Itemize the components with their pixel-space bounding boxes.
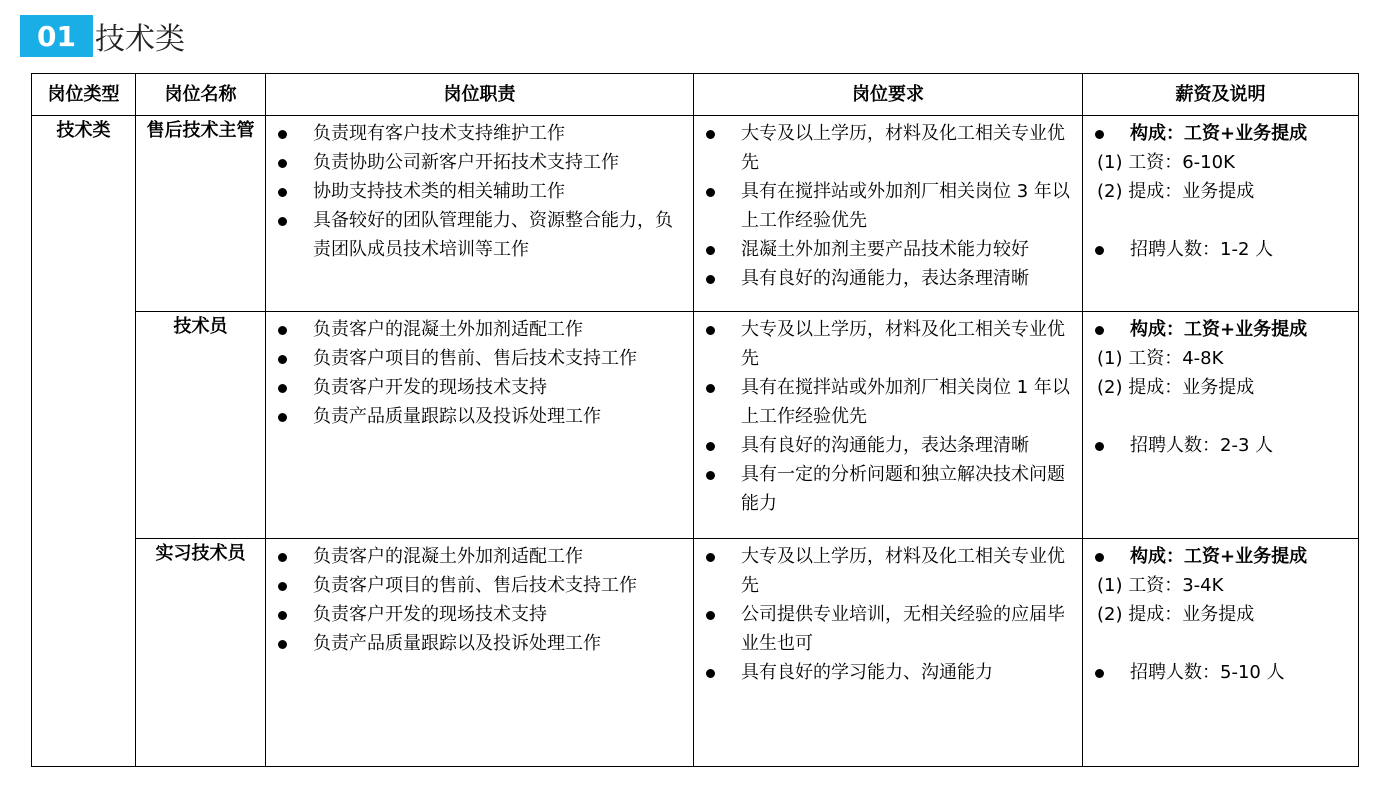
- bullet-icon: [278, 611, 287, 620]
- table-row: [32, 312, 1359, 539]
- requirements-list: [694, 312, 1082, 518]
- salary-structure-text: 构成：工资+业务提成: [1130, 546, 1308, 567]
- salary-headcount-text: 招聘人数：1-2 人: [1130, 239, 1274, 260]
- position-name: 技术员: [136, 312, 266, 539]
- list-item: [266, 402, 685, 431]
- salary-commission: (2) 提成：业务提成: [1097, 377, 1255, 398]
- list-item: [266, 119, 685, 148]
- bullet-icon: [706, 669, 715, 678]
- salary-structure: [1083, 119, 1350, 148]
- list-item-text: 负责客户开发的现场技术支持: [313, 377, 547, 398]
- bullet-icon: [706, 442, 715, 451]
- salary-structure: [1083, 542, 1350, 571]
- salary-headcount-text: 招聘人数：2-3 人: [1130, 435, 1274, 456]
- section-number: 01: [20, 15, 93, 57]
- list-item-text: 负责客户项目的售前、售后技术支持工作: [313, 575, 637, 596]
- list-item-text: 大专及以上学历，材料及化工相关专业优先: [741, 546, 1065, 596]
- salary-block: [1083, 312, 1358, 460]
- bullet-icon: [706, 326, 715, 335]
- bullet-icon: [706, 553, 715, 562]
- list-item: [694, 119, 1074, 177]
- table-row: [32, 539, 1359, 767]
- duties-list: [266, 116, 693, 264]
- salary-block: [1083, 539, 1358, 687]
- requirements-list: [694, 539, 1082, 687]
- list-item: [694, 460, 1074, 518]
- requirements-list: [694, 116, 1082, 293]
- list-item: [694, 264, 1074, 293]
- list-item-text: 负责产品质量跟踪以及投诉处理工作: [313, 633, 601, 654]
- duties-list: [266, 312, 693, 431]
- requirements-cell: [694, 312, 1083, 539]
- bullet-icon: [1095, 442, 1104, 451]
- header-salary: 薪资及说明: [1083, 74, 1359, 116]
- bullet-icon: [278, 413, 287, 422]
- list-item-text: 大专及以上学历，材料及化工相关专业优先: [741, 319, 1065, 369]
- duties-cell: [266, 312, 694, 539]
- header-requirements: 岗位要求: [694, 74, 1083, 116]
- duties-list: [266, 539, 693, 658]
- salary-cell: [1083, 539, 1359, 767]
- spacer: [1083, 402, 1350, 431]
- list-item: [266, 373, 685, 402]
- list-item: [694, 315, 1074, 373]
- requirements-cell: [694, 116, 1083, 312]
- bullet-icon: [1095, 669, 1104, 678]
- list-item: [694, 658, 1074, 687]
- bullet-icon: [278, 188, 287, 197]
- bullet-icon: [706, 611, 715, 620]
- bullet-icon: [706, 130, 715, 139]
- salary-wage: (1) 工资：6-10K: [1097, 152, 1235, 173]
- header-type: 岗位类型: [32, 74, 136, 116]
- salary-headcount-text: 招聘人数：5-10 人: [1130, 662, 1285, 683]
- list-item-text: 具有良好的沟通能力，表达条理清晰: [741, 268, 1029, 289]
- duties-cell: [266, 116, 694, 312]
- salary-structure-text: 构成：工资+业务提成: [1130, 319, 1308, 340]
- bullet-icon: [278, 640, 287, 649]
- list-item-text: 负责协助公司新客户开拓技术支持工作: [313, 152, 619, 173]
- list-item-text: 具备较好的团队管理能力、资源整合能力，负责团队成员技术培训等工作: [313, 210, 673, 260]
- list-item: [694, 235, 1074, 264]
- bullet-icon: [278, 217, 287, 226]
- list-item-text: 负责客户开发的现场技术支持: [313, 604, 547, 625]
- salary-cell: [1083, 116, 1359, 312]
- section-title: 技术类: [95, 22, 185, 57]
- list-item: [694, 600, 1074, 658]
- requirements-cell: [694, 539, 1083, 767]
- list-item: [266, 177, 685, 206]
- position-name: 售后技术主管: [136, 116, 266, 312]
- list-item-text: 负责产品质量跟踪以及投诉处理工作: [313, 406, 601, 427]
- list-item-text: 具有一定的分析问题和独立解决技术问题能力: [741, 464, 1065, 514]
- list-item-text: 负责现有客户技术支持维护工作: [313, 123, 565, 144]
- bullet-icon: [278, 582, 287, 591]
- list-item: [694, 373, 1074, 431]
- bullet-icon: [1095, 130, 1104, 139]
- list-item-text: 大专及以上学历，材料及化工相关专业优先: [741, 123, 1065, 173]
- bullet-icon: [278, 553, 287, 562]
- list-item-text: 公司提供专业培训，无相关经验的应届毕业生也可: [741, 604, 1065, 654]
- salary-structure: [1083, 315, 1350, 344]
- list-item-text: 具有良好的学习能力、沟通能力: [741, 662, 993, 683]
- list-item: [266, 148, 685, 177]
- list-item-text: 协助支持技术类的相关辅助工作: [313, 181, 565, 202]
- bullet-icon: [1095, 246, 1104, 255]
- bullet-icon: [278, 326, 287, 335]
- list-item: [266, 206, 685, 264]
- list-item-text: 具有良好的沟通能力，表达条理清晰: [741, 435, 1029, 456]
- bullet-icon: [706, 384, 715, 393]
- bullet-icon: [278, 130, 287, 139]
- bullet-icon: [1095, 326, 1104, 335]
- list-item: [694, 431, 1074, 460]
- bullet-icon: [278, 384, 287, 393]
- table-header-row: [32, 74, 1359, 116]
- list-item: [266, 571, 685, 600]
- list-item: [266, 600, 685, 629]
- salary-headcount: [1083, 658, 1350, 687]
- position-name: 实习技术员: [136, 539, 266, 767]
- bullet-icon: [1095, 553, 1104, 562]
- header-name: 岗位名称: [136, 74, 266, 116]
- list-item-text: 混凝土外加剂主要产品技术能力较好: [741, 239, 1029, 260]
- list-item-text: 负责客户的混凝土外加剂适配工作: [313, 546, 583, 567]
- salary-headcount: [1083, 235, 1350, 264]
- bullet-icon: [278, 159, 287, 168]
- category-cell: 技术类: [32, 116, 136, 767]
- list-item: [266, 629, 685, 658]
- list-item-text: 具有在搅拌站或外加剂厂相关岗位 3 年以上工作经验优先: [741, 181, 1070, 231]
- bullet-icon: [706, 471, 715, 480]
- table-row: [32, 116, 1359, 312]
- salary-wage: (1) 工资：4-8K: [1097, 348, 1224, 369]
- spacer: [1083, 629, 1350, 658]
- section-heading: [20, 15, 185, 57]
- list-item-text: 负责客户的混凝土外加剂适配工作: [313, 319, 583, 340]
- list-item: [694, 177, 1074, 235]
- list-item: [694, 542, 1074, 600]
- header-duties: 岗位职责: [266, 74, 694, 116]
- salary-wage: (1) 工资：3-4K: [1097, 575, 1224, 596]
- salary-block: [1083, 116, 1358, 264]
- jobs-table: [31, 73, 1359, 767]
- salary-commission: (2) 提成：业务提成: [1097, 181, 1255, 202]
- bullet-icon: [278, 355, 287, 364]
- bullet-icon: [706, 246, 715, 255]
- bullet-icon: [706, 275, 715, 284]
- list-item: [266, 315, 685, 344]
- list-item: [266, 344, 685, 373]
- salary-headcount: [1083, 431, 1350, 460]
- salary-cell: [1083, 312, 1359, 539]
- salary-commission: (2) 提成：业务提成: [1097, 604, 1255, 625]
- list-item-text: 具有在搅拌站或外加剂厂相关岗位 1 年以上工作经验优先: [741, 377, 1070, 427]
- duties-cell: [266, 539, 694, 767]
- list-item: [266, 542, 685, 571]
- list-item-text: 负责客户项目的售前、售后技术支持工作: [313, 348, 637, 369]
- spacer: [1083, 206, 1350, 235]
- bullet-icon: [706, 188, 715, 197]
- salary-structure-text: 构成：工资+业务提成: [1130, 123, 1308, 144]
